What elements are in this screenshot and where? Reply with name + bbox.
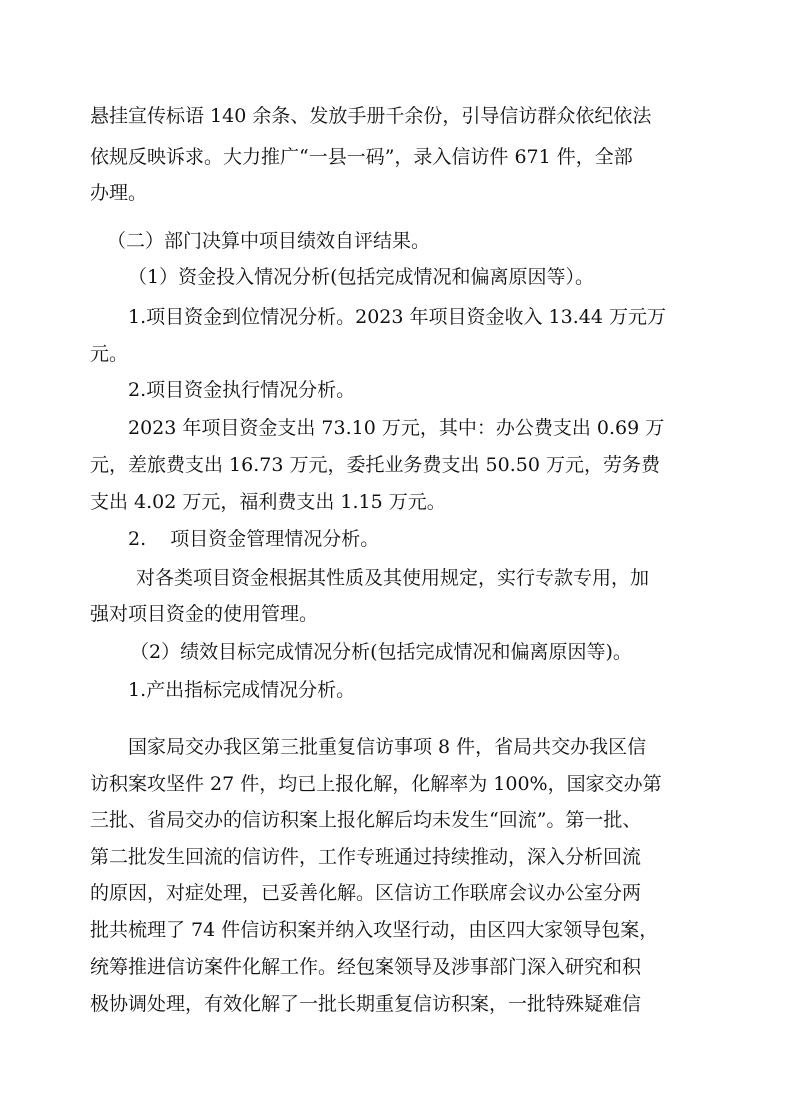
body-line-16: 批共梳理了 74 件信访积案并纳入攻坚行动，由区四大家领导包案，: [90, 919, 659, 941]
body-line-5: 元。: [90, 343, 129, 365]
body-line-7: 元，差旅费支出 16.73 万元，委托业务费支出 50.50 万元，劳务费: [90, 454, 660, 476]
item-heading-3: 2. 项目资金管理情况分析。: [128, 528, 380, 550]
item-heading-4: 1.产出指标完成情况分析。: [128, 679, 356, 701]
body-line-17: 统筹推进信访案件化解工作。经包案领导及涉事部门深入研究和积: [90, 956, 642, 978]
body-line-3: 办理。: [90, 182, 148, 204]
body-line-13: 三批、省局交办的信访积案上报化解后均未发生“回流”。第一批、: [90, 809, 642, 831]
body-line-9: 对各类项目资金根据其性质及其使用规定，实行专款专用，加: [136, 567, 650, 589]
item-heading-2: 2.项目资金执行情况分析。: [128, 379, 356, 401]
body-line-4: 1.项目资金到位情况分析。2023 年项目资金收入 13.44 万元万: [128, 306, 666, 328]
body-line-15: 的原因，对症处理，已妥善化解。区信访工作联席会议办公室分两: [90, 882, 642, 904]
body-line-8: 支出 4.02 万元，福利费支出 1.15 万元。: [90, 491, 446, 513]
body-line-10: 强对项目资金的使用管理。: [90, 603, 319, 625]
body-line-11: 国家局交办我区第三批重复信访事项 8 件，省局共交办我区信: [128, 736, 647, 758]
body-line-6: 2023 年项目资金支出 73.10 万元，其中：办公费支出 0.69 万: [128, 417, 665, 439]
section-heading: （二）部门决算中项目绩效自评结果。: [107, 230, 431, 252]
subsection-heading-1: （1）资金投入情况分析(包括完成情况和偏离原因等）。: [128, 266, 595, 288]
body-line-14: 第二批发生回流的信访件，工作专班通过持续推动，深入分析回流: [90, 846, 642, 868]
body-line-1: 悬挂宣传标语 140 余条、发放手册千余份，引导信访群众依纪依法: [90, 105, 652, 127]
body-line-2: 依规反映诉求。大力推广“一县一码”，录入信访件 671 件，全部: [90, 146, 633, 168]
body-line-12: 访积案攻坚件 27 件，均已上报化解，化解率为 100%，国家交办第: [90, 773, 662, 795]
subsection-heading-2: （2）绩效目标完成情况分析(包括完成情况和偏离原因等)。: [130, 641, 632, 663]
body-line-18: 极协调处理，有效化解了一批长期重复信访积案，一批特殊疑难信: [90, 993, 642, 1015]
